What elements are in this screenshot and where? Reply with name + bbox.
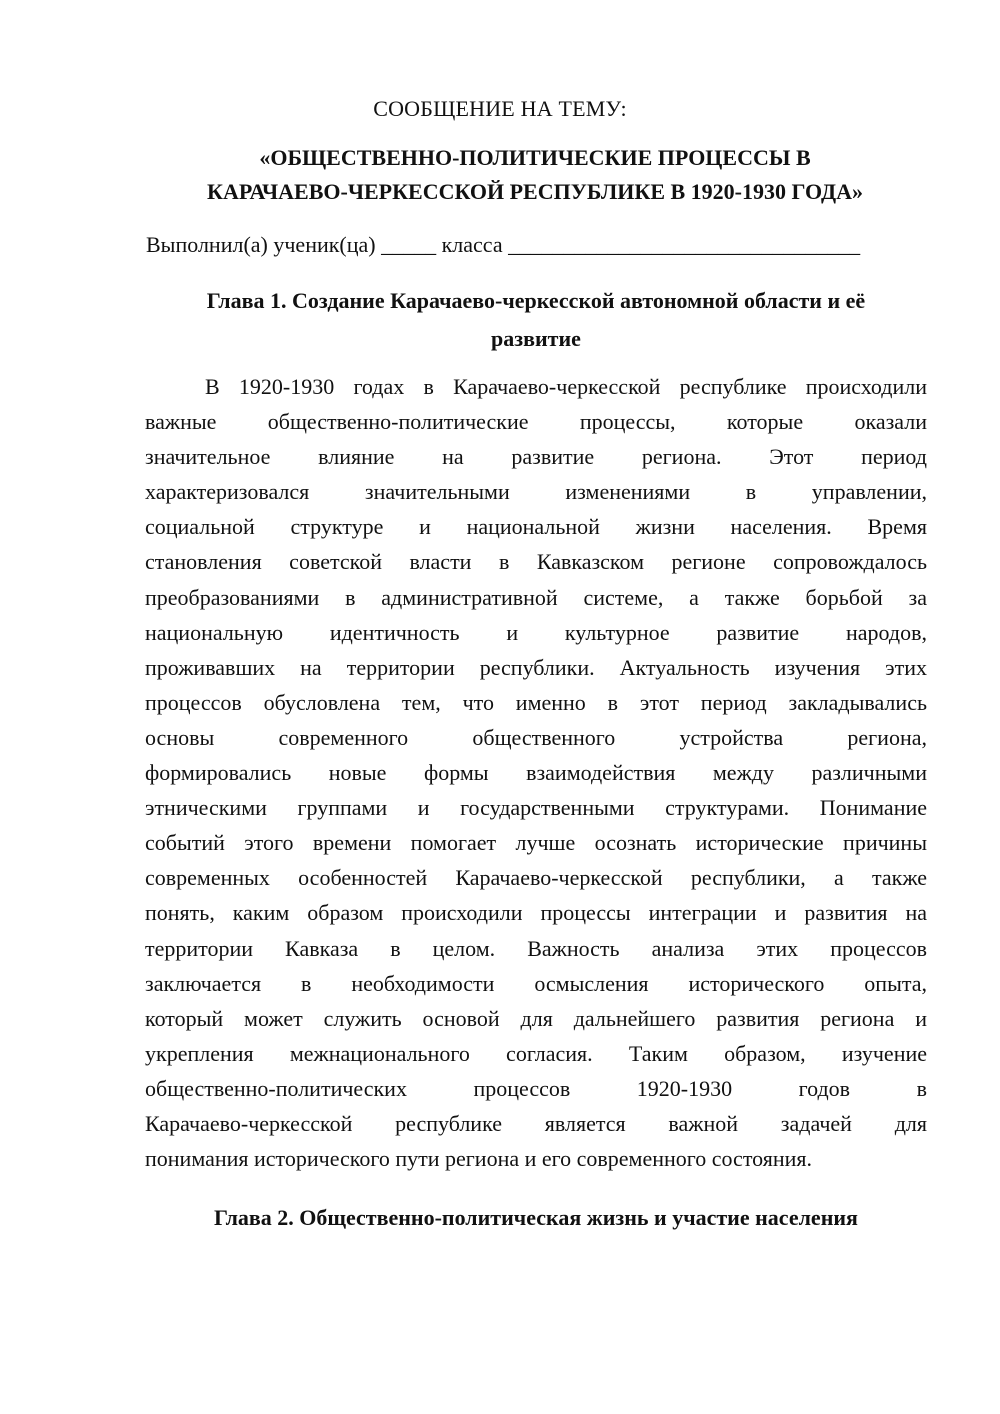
paragraph-line: социальной структуре и национальной жизни населения. Время bbox=[145, 514, 927, 540]
paragraph-line: национальную идентичность и культурное развитие народов, bbox=[145, 619, 927, 645]
paragraph-line: важные общественно-политические процессы, которые оказали bbox=[145, 409, 927, 435]
paragraph-line: понять, каким образом происходили процессы интеграции и развития на bbox=[145, 900, 927, 926]
paragraph-line: общественно-политических процессов 1920-1930 годов в bbox=[145, 1075, 927, 1101]
paragraph-line: современных особенностей Карачаево-черкесской республики, а также bbox=[145, 865, 927, 891]
paragraph-line: значительное влияние на развитие региона. Этот период bbox=[145, 444, 927, 470]
chapter-1-heading-line-1: Глава 1. Создание Карачаево-черкесской автономной области и её bbox=[206, 288, 866, 313]
paragraph-line: преобразованиями в административной системе, а также борьбой за bbox=[145, 584, 927, 610]
paragraph-line: характеризовался значительными изменениями в управлении, bbox=[145, 479, 927, 505]
paragraph-line: формировались новые формы взаимодействия между различными bbox=[145, 760, 927, 786]
paragraph-line: этническими группами и государственными структурами. Понимание bbox=[145, 795, 927, 821]
paragraph-line: укрепления межнационального согласия. Таким образом, изучение bbox=[145, 1040, 927, 1066]
chapter-2-heading-text: Глава 2. Общественно-политическая жизнь и участие населения bbox=[214, 1205, 858, 1230]
paragraph-line: территории Кавказа в целом. Важность анализа этих процессов bbox=[145, 935, 927, 961]
chapter-1-heading bbox=[145, 282, 927, 358]
paragraph-line: понимания исторического пути региона и его современного состояния. bbox=[145, 1146, 813, 1172]
paragraph-line: основы современного общественного устройства региона, bbox=[145, 724, 927, 750]
title-line-1: «ОБЩЕСТВЕННО-ПОЛИТИЧЕСКИЕ ПРОЦЕССЫ В bbox=[259, 145, 811, 170]
paragraph-line: В 1920-1930 годах в Карачаево-черкесской республике происходили bbox=[205, 374, 927, 399]
paragraph-line: процессов обусловлена тем, что именно в этот период закладывались bbox=[145, 689, 927, 715]
paragraph-line: который может служить основой для дальнейшего развития региона и bbox=[145, 1005, 927, 1031]
author-line: Выполнил(а) ученик(ца) _____ класса ________________________________ bbox=[146, 232, 861, 257]
paragraph-line: событий этого времени помогает лучше осознать исторические причины bbox=[145, 830, 927, 856]
chapter-1-paragraph bbox=[145, 369, 927, 1176]
paragraph-line: заключается в необходимости осмысления исторического опыта, bbox=[145, 970, 927, 996]
title-line-2: КАРАЧАЕВО-ЧЕРКЕССКОЙ РЕСПУБЛИКЕ В 1920-1930 ГОДА» bbox=[207, 179, 863, 204]
document-title bbox=[120, 141, 950, 209]
chapter-1-heading-line-2: развитие bbox=[491, 326, 581, 351]
chapter-2-heading bbox=[145, 1199, 927, 1237]
paragraph-line: становления советской власти в Кавказском регионе сопровождалось bbox=[145, 549, 927, 575]
paragraph-line: Карачаево-черкесской республике является важной задачей для bbox=[145, 1110, 927, 1136]
document-kicker: СООБЩЕНИЕ НА ТЕМУ: bbox=[373, 96, 627, 121]
paragraph-line: проживавших на территории республики. Актуальность изучения этих bbox=[145, 654, 927, 680]
